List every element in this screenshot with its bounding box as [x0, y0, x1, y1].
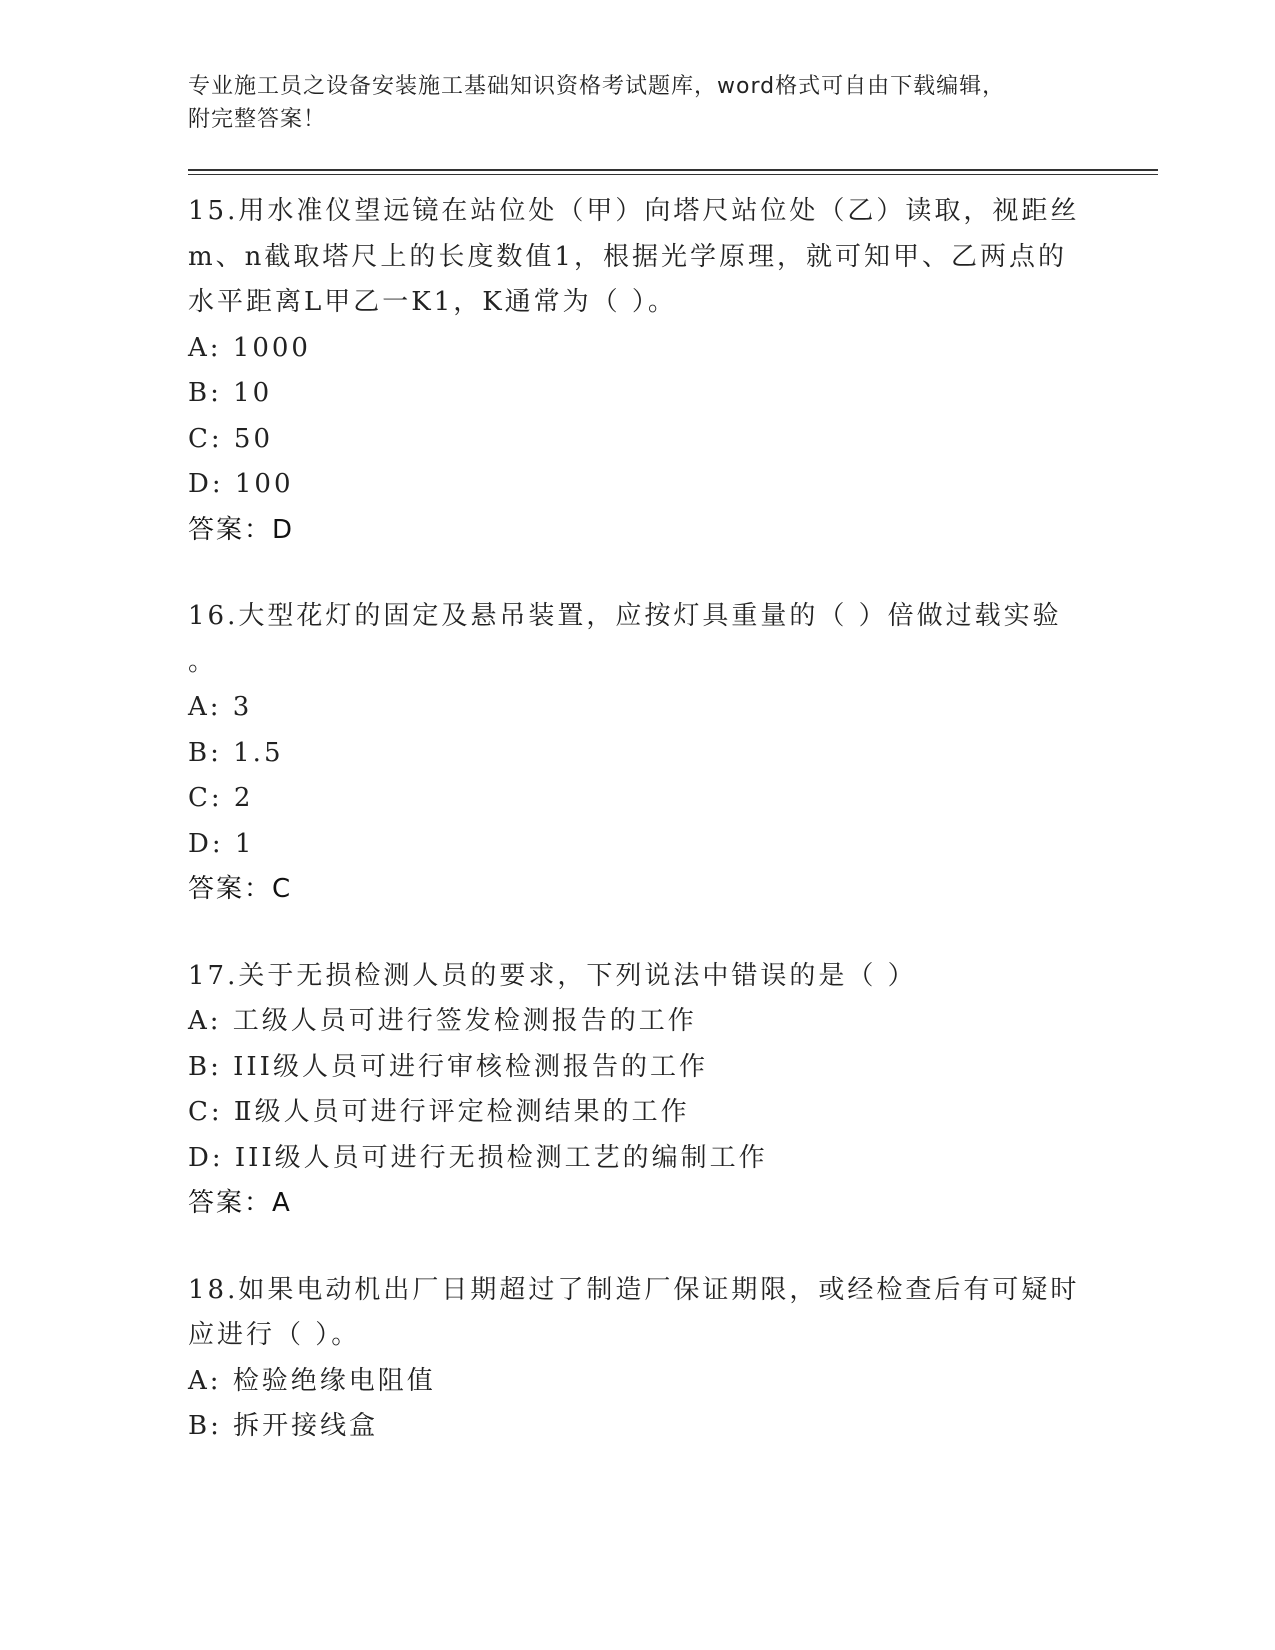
option-b: B: 1.5 [188, 737, 284, 768]
question-15 [188, 189, 1158, 553]
option-a: A: 1000 [188, 332, 311, 363]
option-a: A: 检验绝缘电阻值 [188, 1365, 436, 1396]
header-line-2: 附完整答案！ [188, 107, 327, 132]
option-b: B: 拆开接线盒 [188, 1411, 379, 1441]
header-divider [188, 169, 1158, 175]
option-a: A: 工级人员可进行签发检测报告的工作 [188, 1006, 697, 1036]
answer: 答案：C [188, 874, 293, 904]
option-d: D: 1 [188, 828, 255, 859]
answer: 答案：D [188, 514, 295, 545]
question-stem-line: 应进行（ ）。 [188, 1320, 361, 1350]
question-stem-line: 15.用水准仪望远镜在站位处（甲）向塔尺站位处（乙）读取，视距丝 [188, 196, 1080, 226]
question-list [188, 189, 1158, 1450]
header-line-1: 专业施工员之设备安装施工基础知识资格考试题库，word格式可自由下载编辑， [188, 74, 1006, 99]
question-stem-line: 16.大型花灯的固定及悬吊装置，应按灯具重量的（ ）倍做过载实验 [188, 601, 1062, 631]
question-stem-line: 水平距离L甲乙一K1，K通常为（ ）。 [188, 287, 677, 317]
option-c: C: 50 [188, 423, 274, 454]
question-16 [188, 594, 1158, 913]
document-header [188, 70, 1158, 136]
question-17 [188, 954, 1158, 1227]
document-page [188, 70, 1158, 1491]
question-stem-line: 17.关于无损检测人员的要求，下列说法中错误的是（ ） [188, 960, 917, 991]
option-b: B: III级人员可进行审核检测报告的工作 [188, 1051, 708, 1082]
option-d: D: III级人员可进行无损检测工艺的编制工作 [188, 1142, 768, 1173]
answer: 答案：A [188, 1188, 292, 1218]
option-d: D: 100 [188, 469, 294, 499]
option-b: B: 10 [188, 378, 273, 408]
option-a: A: 3 [188, 692, 253, 722]
question-stem-line: m、n截取塔尺上的长度数值1，根据光学原理，就可知甲、乙两点的 [188, 241, 1067, 272]
question-stem-line: 18.如果电动机出厂日期超过了制造厂保证期限，或经检查后有可疑时 [188, 1274, 1080, 1305]
option-c: C: Ⅱ级人员可进行评定检测结果的工作 [188, 1097, 690, 1127]
question-stem-line: 。 [188, 646, 218, 677]
option-c: C: 2 [188, 783, 254, 813]
question-18 [188, 1268, 1158, 1450]
